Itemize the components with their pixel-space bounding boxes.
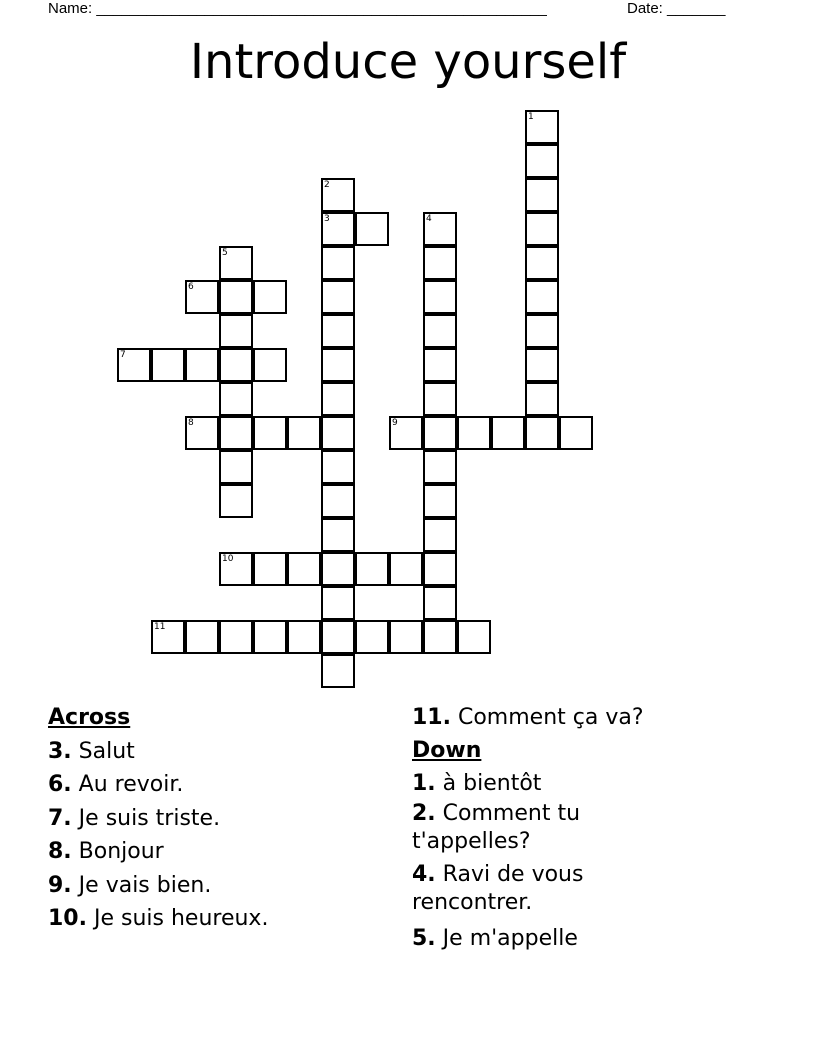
grid-cell[interactable]: [321, 212, 355, 246]
clue-text: Salut: [78, 738, 135, 764]
cell-number: 3: [324, 214, 330, 224]
clue-text: Comment tu t'appelles?: [412, 801, 581, 854]
clue-down-5: [412, 922, 652, 955]
grid-cell[interactable]: [525, 348, 559, 382]
grid-cell[interactable]: [253, 552, 287, 586]
clue-text: Je m'appelle: [442, 926, 578, 951]
grid-cell[interactable]: [321, 348, 355, 382]
grid-cell[interactable]: [423, 416, 457, 450]
grid-cell[interactable]: [525, 280, 559, 314]
grid-cell[interactable]: [423, 212, 457, 246]
grid-cell[interactable]: [321, 280, 355, 314]
grid-cell[interactable]: [185, 280, 219, 314]
grid-cell[interactable]: [389, 416, 423, 450]
cell-number: 4: [426, 214, 432, 224]
grid-cell[interactable]: [491, 416, 525, 450]
cell-number: 5: [222, 248, 228, 258]
grid-cell[interactable]: [423, 382, 457, 416]
grid-cell[interactable]: [525, 416, 559, 450]
clue-number: 9.: [48, 872, 72, 898]
grid-cell[interactable]: [321, 450, 355, 484]
grid-cell[interactable]: [355, 552, 389, 586]
grid-cell[interactable]: [355, 620, 389, 654]
grid-cell[interactable]: [219, 620, 253, 654]
clue-number: 8.: [48, 839, 72, 864]
grid-cell[interactable]: [525, 314, 559, 348]
across-heading: Across: [48, 705, 131, 730]
clue-text: Comment ça va?: [457, 705, 644, 730]
grid-cell[interactable]: [151, 620, 185, 654]
grid-cell[interactable]: [117, 348, 151, 382]
clue-number: 6.: [48, 772, 72, 797]
grid-cell[interactable]: [423, 280, 457, 314]
clue-across-10: [48, 902, 388, 936]
clue-across-6: [48, 768, 388, 802]
grid-cell[interactable]: [355, 212, 389, 246]
grid-cell[interactable]: [389, 552, 423, 586]
clue-across-3: [48, 735, 388, 769]
name-label: Name:: [48, 0, 93, 17]
grid-cell[interactable]: [525, 110, 559, 144]
clue-text: Au revoir.: [78, 772, 184, 797]
cell-number: 1: [528, 112, 534, 122]
clue-number: 11.: [412, 705, 451, 730]
grid-cell[interactable]: [321, 314, 355, 348]
grid-cell[interactable]: [559, 416, 593, 450]
grid-cell[interactable]: [321, 382, 355, 416]
grid-cell[interactable]: [525, 144, 559, 178]
clue-number: 2.: [412, 801, 436, 826]
cell-number: 7: [120, 350, 126, 360]
clue-text: à bientôt: [442, 771, 542, 796]
date-field[interactable]: [627, 0, 725, 17]
grid-cell[interactable]: [321, 654, 355, 688]
down-clues: [412, 701, 652, 955]
name-field[interactable]: [48, 0, 547, 17]
cell-number: 6: [188, 282, 194, 292]
clue-number: 1.: [412, 771, 436, 796]
grid-cell[interactable]: [253, 416, 287, 450]
grid-cell[interactable]: [321, 178, 355, 212]
grid-cell[interactable]: [185, 620, 219, 654]
grid-cell[interactable]: [525, 246, 559, 280]
grid-cell[interactable]: [423, 348, 457, 382]
grid-cell[interactable]: [457, 416, 491, 450]
clue-down-4: [412, 861, 652, 917]
grid-cell[interactable]: [219, 246, 253, 280]
grid-cell[interactable]: [423, 484, 457, 518]
cell-number: 10: [222, 554, 234, 564]
cell-number: 11: [154, 622, 166, 632]
grid-cell[interactable]: [219, 314, 253, 348]
grid-cell[interactable]: [219, 382, 253, 416]
grid-cell[interactable]: [219, 280, 253, 314]
grid-cell[interactable]: [389, 620, 423, 654]
grid-cell[interactable]: [321, 518, 355, 552]
grid-cell[interactable]: [151, 348, 185, 382]
grid-cell[interactable]: [321, 246, 355, 280]
grid-cell[interactable]: [287, 552, 321, 586]
down-heading: Down: [412, 738, 482, 763]
grid-cell[interactable]: [185, 348, 219, 382]
grid-cell[interactable]: [321, 416, 355, 450]
cell-number: 8: [188, 418, 194, 428]
clue-number: 4.: [412, 862, 436, 887]
grid-cell[interactable]: [423, 246, 457, 280]
grid-cell[interactable]: [321, 552, 355, 586]
clue-down-1: [412, 767, 652, 800]
grid-cell[interactable]: [185, 416, 219, 450]
clue-number: 7.: [48, 805, 72, 831]
grid-cell[interactable]: [525, 178, 559, 212]
across-clues: [48, 701, 388, 936]
grid-cell[interactable]: [219, 450, 253, 484]
grid-cell[interactable]: [253, 620, 287, 654]
grid-cell[interactable]: [525, 382, 559, 416]
cell-number: 9: [392, 418, 398, 428]
grid-cell[interactable]: [423, 518, 457, 552]
grid-cell[interactable]: [423, 620, 457, 654]
clue-text: Je suis triste.: [78, 805, 221, 831]
clue-across-7: [48, 802, 388, 836]
clue-number: 5.: [412, 926, 436, 951]
clue-text: Je vais bien.: [78, 872, 212, 898]
grid-cell[interactable]: [219, 552, 253, 586]
clue-text: Je suis heureux.: [93, 906, 269, 931]
grid-cell[interactable]: [321, 484, 355, 518]
grid-cell[interactable]: [423, 314, 457, 348]
grid-cell[interactable]: [219, 484, 253, 518]
clue-across-8: [48, 835, 388, 869]
grid-cell[interactable]: [287, 416, 321, 450]
page-title: Introduce yourself: [189, 34, 627, 90]
grid-cell[interactable]: [525, 212, 559, 246]
grid-cell[interactable]: [253, 348, 287, 382]
date-label: Date:: [627, 0, 663, 17]
date-blank: _______: [667, 0, 726, 17]
grid-cell[interactable]: [423, 586, 457, 620]
grid-cell[interactable]: [219, 416, 253, 450]
grid-cell[interactable]: [423, 552, 457, 586]
grid-cell[interactable]: [253, 280, 287, 314]
grid-cell[interactable]: [219, 348, 253, 382]
clue-number: 10.: [48, 906, 87, 931]
cell-number: 2: [324, 180, 330, 190]
grid-cell[interactable]: [287, 620, 321, 654]
grid-cell[interactable]: [321, 620, 355, 654]
clue-text: Ravi de vous rencontrer.: [412, 862, 584, 915]
grid-cell[interactable]: [457, 620, 491, 654]
clue-across-9: [48, 869, 388, 903]
clue-number: 3.: [48, 738, 72, 764]
name-blank: ______________________________________________________: [96, 0, 547, 17]
grid-cell[interactable]: [423, 450, 457, 484]
clue-text: Bonjour: [78, 839, 164, 864]
clue-across-11: [412, 701, 652, 734]
grid-cell[interactable]: [321, 586, 355, 620]
clue-down-2: [412, 800, 652, 856]
